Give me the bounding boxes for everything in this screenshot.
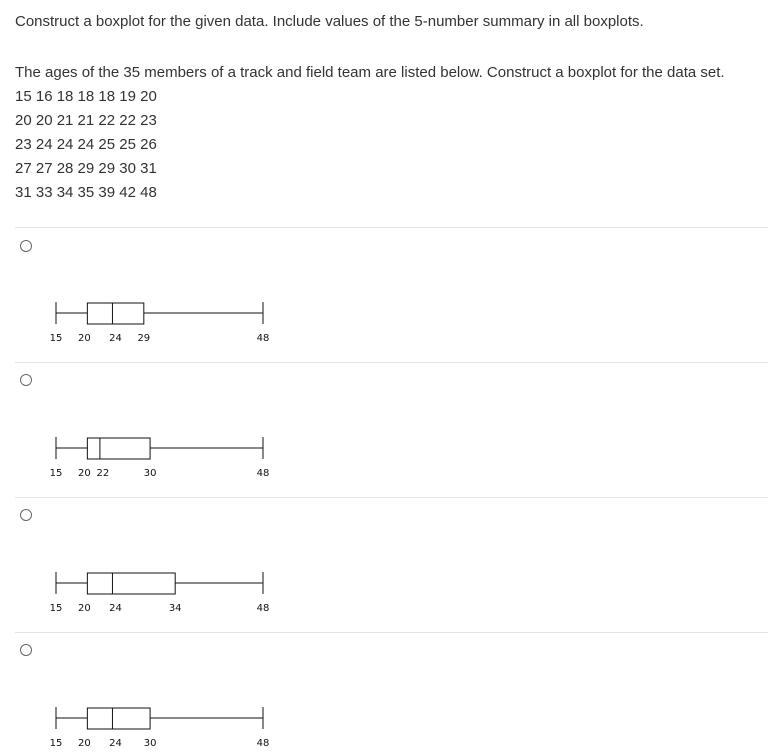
option-b-boxplot bbox=[0, 435, 300, 479]
iqr-box bbox=[87, 573, 175, 594]
label-max: 48 bbox=[256, 603, 270, 614]
label-max: 48 bbox=[256, 333, 270, 344]
instruction-text: Construct a boxplot for the given data. Include values of the 5-number summary in all boxplots. bbox=[15, 13, 644, 30]
iqr-box bbox=[87, 708, 150, 729]
label-min: 15 bbox=[49, 333, 63, 344]
option-c-radio[interactable] bbox=[20, 509, 32, 521]
label-q3: 30 bbox=[143, 738, 157, 749]
label-q1: 20 bbox=[77, 333, 91, 344]
iqr-box bbox=[87, 438, 150, 459]
label-q1: 20 bbox=[77, 738, 91, 749]
iqr-box bbox=[87, 303, 143, 324]
option-b-radio[interactable] bbox=[20, 374, 32, 386]
data-line: 15 16 18 18 18 19 20 bbox=[15, 88, 157, 105]
data-line: 27 27 28 29 29 30 31 bbox=[15, 160, 157, 177]
label-q1: 20 bbox=[77, 603, 91, 614]
label-min: 15 bbox=[49, 468, 63, 479]
data-line: 20 20 21 21 22 22 23 bbox=[15, 112, 157, 129]
label-min: 15 bbox=[49, 603, 63, 614]
option-divider bbox=[15, 362, 768, 363]
option-a-radio[interactable] bbox=[20, 240, 32, 252]
question-block bbox=[15, 61, 725, 205]
label-q3: 29 bbox=[137, 333, 151, 344]
option-divider bbox=[15, 227, 768, 228]
label-q1: 20 bbox=[77, 468, 91, 479]
label-max: 48 bbox=[256, 738, 270, 749]
label-q3: 30 bbox=[143, 468, 157, 479]
label-min: 15 bbox=[49, 738, 63, 749]
label-median: 24 bbox=[109, 333, 122, 344]
label-median: 24 bbox=[109, 603, 122, 614]
label-median: 24 bbox=[109, 738, 122, 749]
option-d-radio[interactable] bbox=[20, 644, 32, 656]
label-median: 22 bbox=[96, 468, 110, 479]
label-max: 48 bbox=[256, 468, 270, 479]
data-line: 23 24 24 24 25 25 26 bbox=[15, 136, 157, 153]
data-line: 31 33 34 35 39 42 48 bbox=[15, 184, 157, 201]
label-q3: 34 bbox=[168, 603, 182, 614]
option-a-boxplot bbox=[0, 300, 300, 344]
option-divider bbox=[15, 632, 768, 633]
option-d-boxplot bbox=[0, 705, 300, 749]
question-prompt: The ages of the 35 members of a track and field team are listed below. Construct a boxplot for the data set. bbox=[15, 64, 725, 81]
option-divider bbox=[15, 497, 768, 498]
option-c-boxplot bbox=[0, 570, 300, 614]
